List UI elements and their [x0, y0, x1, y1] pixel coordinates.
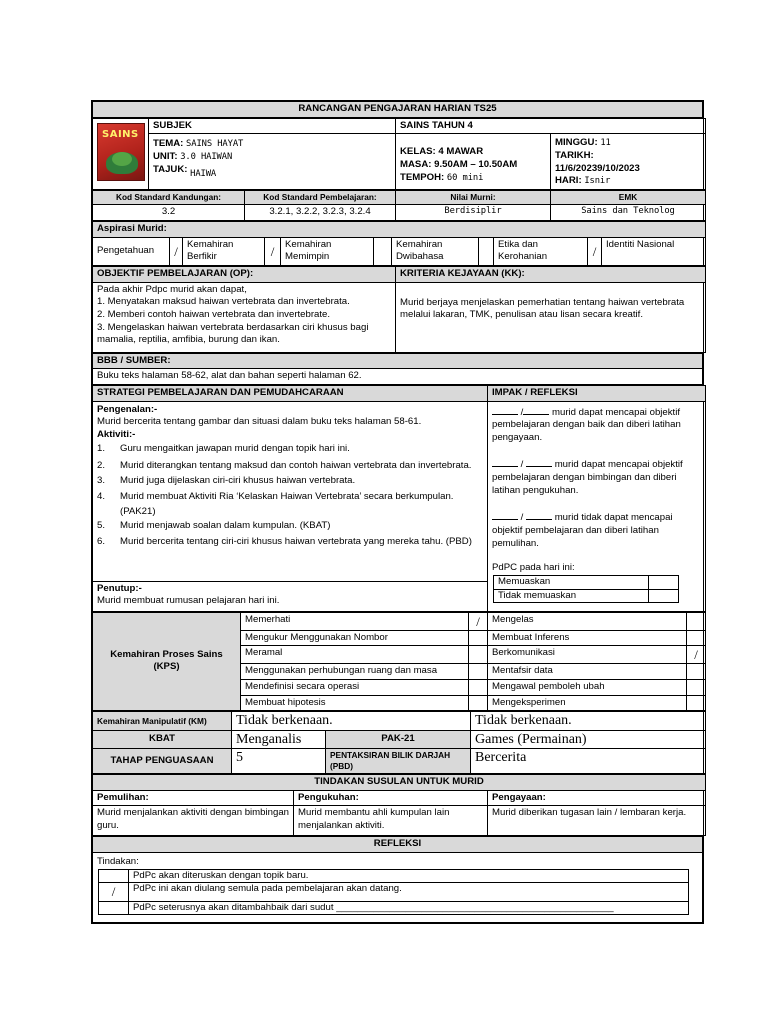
aspirasi-item-etika: Etika dan Kerohanian [494, 237, 588, 265]
book-cover-title: SAINS [102, 128, 139, 140]
kps-mark [687, 630, 706, 646]
unit-label: UNIT: [153, 150, 178, 162]
ksp-label: Kod Standard Pembelajaran: [245, 191, 396, 205]
penutup-label: Penutup:- [97, 582, 142, 594]
kps-mark [469, 646, 488, 664]
nilai-value: Berdisiplir [396, 205, 551, 221]
objektif-item: 2. Memberi contoh haiwan vertebrata dan invertebrate. [97, 308, 331, 320]
tindakan-label: TINDAKAN SUSULAN UNTUK MURID [93, 775, 706, 791]
unit-value: 3.0 HAIWAN [180, 151, 233, 162]
header-table [92, 118, 706, 191]
subjek-label: SUBJEK [149, 118, 396, 134]
book-cover-image [97, 123, 145, 181]
hari-value: Isnir [584, 176, 611, 187]
tema-label: TEMA: [153, 138, 184, 150]
bbb-table [92, 353, 703, 385]
pengayaan-label: Pengayaan: [488, 790, 706, 806]
kps-item: Membuat Inferens [488, 630, 687, 646]
kps-item: Membuat hipotesis [241, 695, 469, 711]
pdpc-label: PdPC pada hari ini: [492, 562, 575, 574]
strategi-table [92, 385, 706, 612]
impak-reflection-1: / murid dapat mencapai objektif pembelajaran dengan baik dan diberi latihan pengayaan. [492, 406, 681, 443]
kbat-label: KBAT [93, 730, 232, 748]
refleksi-options-table [98, 869, 689, 915]
blank-field[interactable] [492, 406, 518, 415]
objektif-table [92, 266, 706, 353]
list-item: 6. Murid bercerita tentang ciri-ciri khusus haiwan vertebrata yang mereka tahu. (PBD) [97, 536, 472, 548]
objektif-item: 3. Mengelaskan haiwan vertebrata berdasarkan ciri khusus bagi mamalia, reptilia, amfibia, burung dan ikan. [97, 321, 369, 346]
tarikh-value: 11/6/20239/10/2023 [555, 162, 640, 174]
aspirasi-item-berfikir: Kemahiran Berfikir [183, 237, 265, 265]
subjek-value: SAINS TAHUN 4 [396, 118, 706, 134]
tempoh-value: 60 mini [446, 172, 484, 183]
kps-item: Mengukur Menggunakan Nombor [241, 630, 469, 646]
strategi-label: STRATEGI PEMBELAJARAN DAN PEMUDAHCARAAN [93, 385, 488, 401]
kps-mark [687, 680, 706, 696]
aspirasi-mark-dwibahasa [479, 237, 494, 265]
bbb-label: BBB / SUMBER: [93, 353, 703, 369]
penutup-text: Murid membuat rumusan pelajaran hari ini. [97, 595, 280, 607]
refleksi-label: REFLEKSI [93, 837, 703, 853]
list-item: 3. Murid juga dijelaskan ciri-ciri khusus haiwan vertebrata. [97, 474, 356, 486]
aktiviti-label: Aktiviti:- [97, 428, 136, 440]
kps-mark [687, 664, 706, 680]
hari-label: HARI: [555, 175, 582, 187]
aspirasi-item-dwibahasa: Kemahiran Dwibahasa [392, 237, 479, 265]
emk-value: Sains dan Teknolog [551, 205, 706, 221]
kps-item: Mengawal pemboleh ubah [488, 680, 687, 696]
pengenalan-label: Pengenalan:- [97, 403, 158, 415]
blank-field[interactable] [523, 406, 549, 415]
pengenalan-text: Murid bercerita tentang gambar dan situasi dalam buku teks halaman 58-61. [97, 416, 422, 428]
kps-mark [687, 612, 706, 630]
kps-item: Mendefinisi secara operasi [241, 680, 469, 696]
strategi-content [93, 401, 488, 581]
refleksi-content [93, 853, 703, 923]
tarikh-label: TARIKH: [555, 149, 594, 161]
minggu-label: MINGGU: [555, 137, 598, 149]
tempoh-label: TEMPOH: [400, 171, 445, 183]
kps-mark: / [469, 612, 488, 630]
refleksi-checkbox[interactable] [99, 869, 129, 883]
tahap-value: 5 [232, 749, 326, 774]
blank-field[interactable] [526, 511, 552, 520]
bbb-text: Buku teks halaman 58-62, alat dan bahan seperti halaman 62. [93, 369, 703, 385]
aktiviti-list [97, 443, 483, 549]
tindakan-refleksi-label: Tindakan: [97, 856, 139, 868]
kps-mark [687, 695, 706, 711]
impak-reflection-3: / murid tidak dapat mencapai objektif pembelajaran dan diberi latihan pemulihan. [492, 512, 673, 549]
kps-mark: / [687, 646, 706, 664]
km-value-1: Tidak berkenaan. [232, 712, 471, 730]
emk-label: EMK [551, 191, 706, 205]
aspirasi-item-pengetahuan: Pengetahuan [93, 237, 170, 265]
ksk-value: 3.2 [93, 205, 245, 221]
title-table [92, 101, 703, 118]
kps-mark [469, 680, 488, 696]
kps-item: Meramal [241, 646, 469, 664]
kriteria-text: Murid berjaya menjelaskan pemerhatian tentang haiwan vertebrata melalui lakaran, TMK, penulisan atau lisan secara kreatif. [396, 282, 706, 352]
kelas-masa-cell [396, 134, 551, 190]
objektif-item: 1. Menyatakan maksud haiwan vertebrata dan invertebrata. [97, 296, 350, 308]
kriteria-label: KRITERIA KEJAYAAN (KK): [396, 266, 706, 282]
tidak-memuaskan-checkbox[interactable] [649, 589, 679, 603]
refleksi-option: PdPc akan diteruskan dengan topik baru. [129, 869, 689, 883]
list-item: 2. Murid diterangkan tentang maksud dan contoh haiwan vertebrata dan invertebrata. [97, 460, 472, 472]
kps-item: Menggunakan perhubungan ruang dan masa [241, 664, 469, 680]
pak21-value: Games (Permainan) [471, 730, 706, 748]
kps-item: Mengelas [488, 612, 687, 630]
minggu-tarikh-cell [551, 134, 706, 190]
refleksi-option: PdPc seterusnya akan ditambahbaik dari sudut ____________________________________________________ [129, 901, 689, 915]
aspirasi-mark-etika: / [588, 237, 602, 265]
form-title: RANCANGAN PENGAJARAN HARIAN TS25 [93, 102, 703, 118]
ksk-label: Kod Standard Kandungan: [93, 191, 245, 205]
refleksi-option: PdPc ini akan diulang semula pada pembelajaran akan datang. [129, 883, 689, 901]
km-kbat-table [92, 711, 706, 774]
kps-label: Kemahiran Proses Sains (KPS) [93, 612, 241, 711]
memuaskan-label: Memuaskan [494, 576, 649, 590]
kps-table [92, 612, 706, 712]
tajuk-label: TAJUK: [153, 163, 188, 175]
book-cover-cell [93, 118, 149, 190]
lesson-plan-form [91, 100, 704, 924]
pbd-label: PENTAKSIRAN BILIK DARJAH (PBD) [326, 749, 471, 774]
pengukuhan-text: Murid membantu ahli kumpulan lain menjalankan aktiviti. [294, 806, 488, 836]
nilai-label: Nilai Murni: [396, 191, 551, 205]
kps-mark [469, 664, 488, 680]
objektif-content [93, 282, 396, 352]
tajuk-value: HAIWA [190, 168, 217, 179]
kps-mark [469, 695, 488, 711]
pbd-value: Bercerita [471, 749, 706, 774]
list-item: 1. Guru mengaitkan jawapan murid dengan topik hari ini. [97, 443, 350, 455]
impak-reflection-2: / murid dapat mencapai objektif pembelajaran dengan bimbingan dan diberi latihan pengukuhan. [492, 459, 683, 496]
pak21-label: PAK-21 [326, 730, 471, 748]
penutup-cell [93, 581, 488, 611]
aspirasi-table [92, 221, 706, 266]
km-value-2: Tidak berkenaan. [471, 712, 706, 730]
pemulihan-label: Pemulihan: [93, 790, 294, 806]
pdpc-rating-table [493, 575, 679, 603]
blank-field[interactable] [492, 511, 518, 520]
kps-item: Berkomunikasi [488, 646, 687, 664]
blank-field[interactable] [492, 458, 518, 467]
minggu-value: 11 [600, 138, 611, 149]
kps-mark [469, 630, 488, 646]
masa-text: MASA: 9.50AM – 10.50AM [400, 158, 518, 170]
refleksi-table [92, 836, 703, 923]
pemulihan-text: Murid menjalankan aktiviti dengan bimbingan guru. [93, 806, 294, 836]
kps-item: Memerhati [241, 612, 469, 630]
aspirasi-item-identiti: Identiti Nasional [602, 237, 706, 265]
kelas-text: KELAS: 4 MAWAR [400, 146, 484, 158]
aspirasi-mark-memimpin [374, 237, 392, 265]
aspirasi-mark-pengetahuan: / [170, 237, 183, 265]
impak-label: IMPAK / REFLEKSI [488, 385, 706, 401]
blank-field[interactable] [526, 458, 552, 467]
pengukuhan-label: Pengukuhan: [294, 790, 488, 806]
km-label: Kemahiran Manipulatif (KM) [93, 712, 232, 730]
tahap-label: TAHAP PENGUASAAN [93, 749, 232, 774]
aspirasi-mark-berfikir: / [265, 237, 281, 265]
pengayaan-text: Murid diberikan tugasan lain / lembaran kerja. [488, 806, 706, 836]
tema-unit-tajuk-cell [149, 134, 396, 190]
standards-table [92, 190, 706, 221]
tindakan-table [92, 774, 706, 836]
tema-value: SAINS HAYAT [186, 139, 244, 150]
leaf-icon [112, 152, 132, 166]
impak-content [488, 401, 706, 611]
list-item: 5. Murid menjawab soalan dalam kumpulan. (KBAT) [97, 520, 331, 532]
list-item: 4. Murid membuat Aktiviti Ria ‘Kelaskan Haiwan Vertebrata’ secara berkumpulan. (PAK21) [97, 490, 454, 517]
refleksi-checkbox[interactable] [99, 901, 129, 915]
objektif-intro: Pada akhir Pdpc murid akan dapat, [97, 283, 247, 295]
kps-item: Mengeksperimen [488, 695, 687, 711]
kbat-value: Menganalis [232, 730, 326, 748]
objektif-label: OBJEKTIF PEMBELAJARAN (OP): [93, 266, 396, 282]
aspirasi-label: Aspirasi Murid: [93, 221, 706, 237]
tidak-memuaskan-label: Tidak memuaskan [494, 589, 649, 603]
ksp-value: 3.2.1, 3.2.2, 3.2.3, 3.2.4 [245, 205, 396, 221]
kps-item: Mentafsir data [488, 664, 687, 680]
refleksi-checkbox[interactable]: / [99, 883, 129, 901]
aspirasi-item-memimpin: Kemahiran Memimpin [281, 237, 374, 265]
memuaskan-checkbox[interactable] [649, 576, 679, 590]
